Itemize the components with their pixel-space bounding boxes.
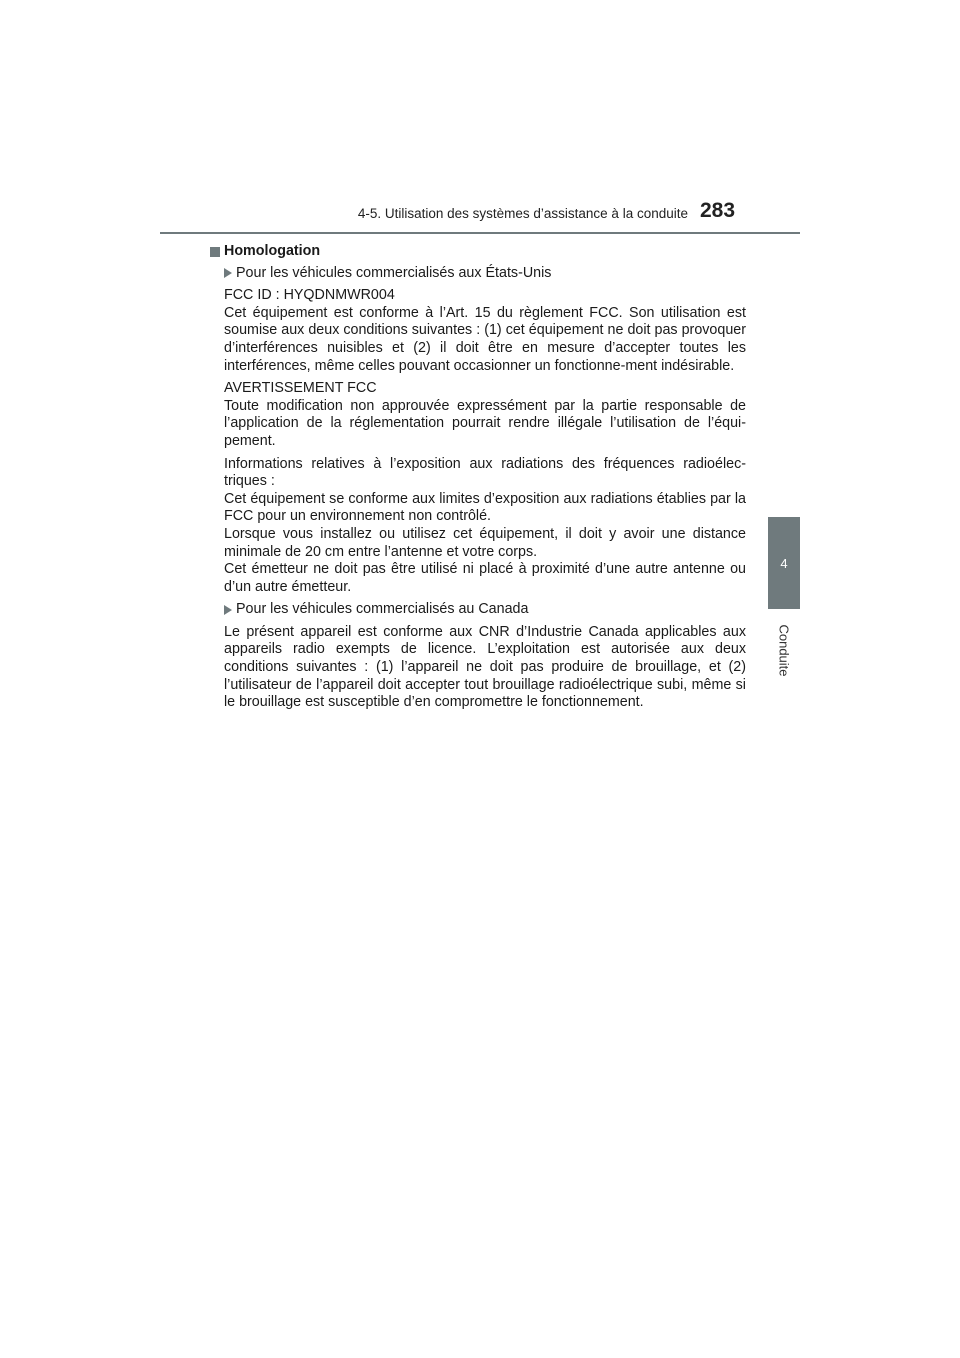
square-bullet-icon <box>210 247 220 257</box>
header-divider <box>160 232 800 234</box>
triangle-bullet-icon <box>224 605 232 615</box>
text-line: Cet émetteur ne doit pas être utilisé ni placé à proximité d’une autre antenne ou d’un autre émetteur. <box>224 561 746 595</box>
text-line: Cet équipement est conforme à l’Art. 15 du règlement FCC. Son utilisation est soumise aux deux conditions suivantes : (1) cet équipement ne doit pas provoquer d’interférences nuisibles et (2) il doit être en mesure d’accepter toutes les interférences, même celles pouvant occasionner un fonctionne-ment indésirable. <box>224 304 746 374</box>
text-line: Informations relatives à l’exposition aux radiations des fréquences radioélec-triques : <box>224 455 746 490</box>
header-section-title: 4-5. Utilisation des systèmes d’assistance à la conduite <box>357 206 688 221</box>
chapter-tab[interactable] <box>768 517 800 609</box>
page-content <box>211 243 746 717</box>
text-line: Lorsque vous installez ou utilisez cet équipement, il doit y avoir une distance minimale de 20 cm entre l’antenne et votre corps. <box>224 525 746 560</box>
paragraph <box>224 456 746 597</box>
subheading-canada: Pour les véhicules commercialisés au Canada <box>224 601 746 619</box>
page-number: 283 <box>700 199 736 222</box>
paragraph <box>224 624 746 712</box>
paragraph <box>224 380 746 450</box>
subheading-usa: Pour les véhicules commercialisés aux États-Unis <box>224 265 746 283</box>
text-line: Cet équipement se conforme aux limites d’exposition aux radiations établies par la FCC pour un environnement non contrôlé. <box>224 490 746 525</box>
paragraph <box>224 287 746 375</box>
section-heading-text: Homologation <box>224 243 321 259</box>
chapter-number: 4 <box>780 555 788 571</box>
text-line: FCC ID : HYQDNMWR004 <box>224 287 395 304</box>
chapter-label: Conduite <box>776 623 792 677</box>
text-line: Le présent appareil est conforme aux CNR d’Industrie Canada applicables aux appareils radio exempts de licence. L’exploitation est autorisée aux deux conditions suivantes : (1) l’appareil ne doit pas produire de brouillage, et (2) l’utilisateur de l’appareil doit accepter tout brouillage radioélectrique subi, même si le brouillage est susceptible d’en compromettre le fonctionnement. <box>224 623 746 711</box>
text-line: AVERTISSEMENT FCC <box>224 380 377 397</box>
text-line: Toute modification non approuvée expressément par la partie responsable de l’application de la réglementation pourrait rendre illégale l’utilisation de l’équi-pement. <box>224 397 746 449</box>
section-heading <box>210 243 746 261</box>
triangle-bullet-icon <box>224 268 232 278</box>
